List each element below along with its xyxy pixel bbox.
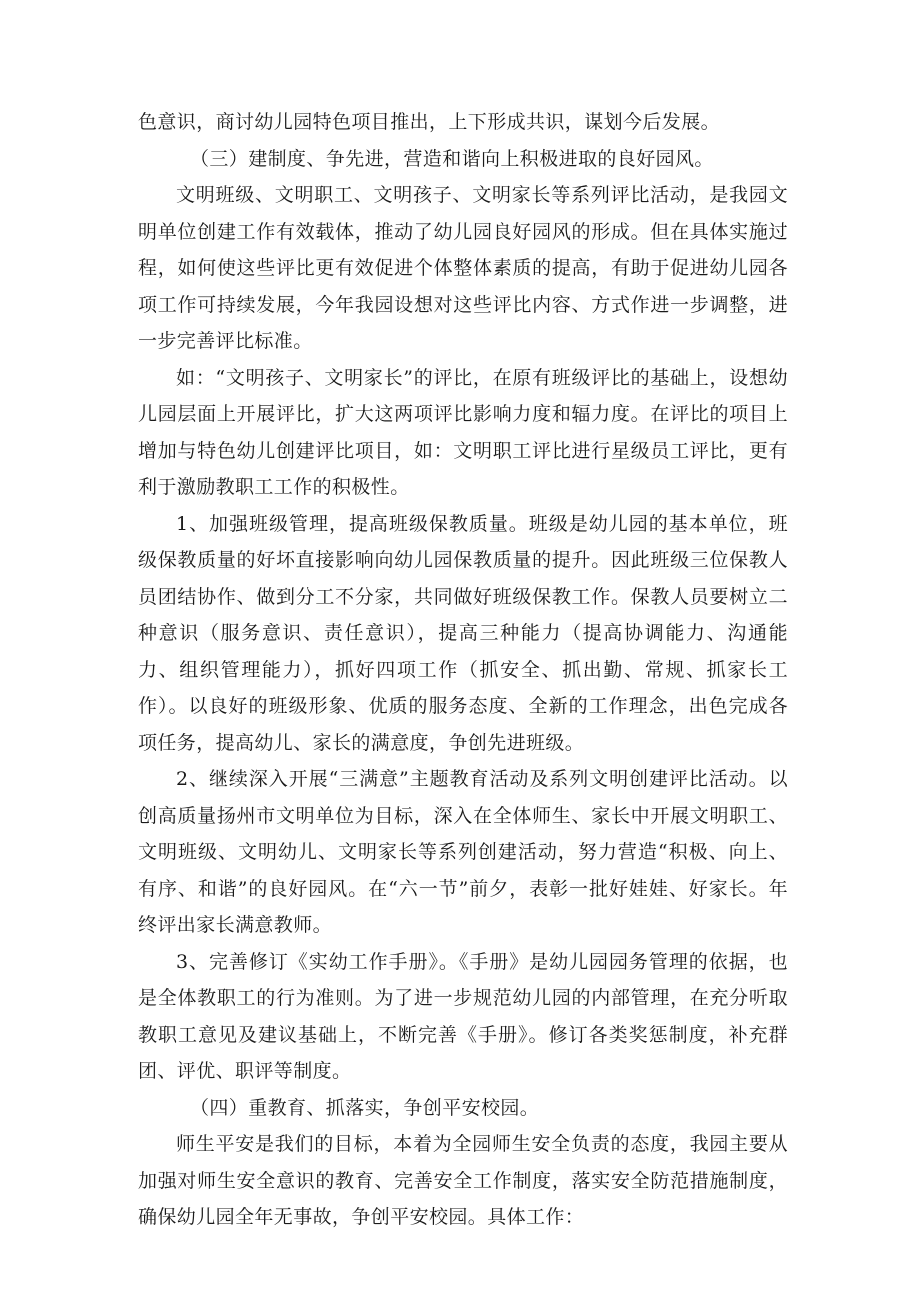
paragraph-evaluation-activities: 文明班级、文明职工、文明孩子、文明家长等系列评比活动，是我园文明单位创建工作有效载体，推动了幼儿园良好园风的形成。但在具体实施过程，如何使这些评比更有效促进个体整体素质的提高，有助于促进幼儿园各项工作可持续发展，今年我园设想对这些评比内容、方式作进一步调整，进一步完善评比标准。 xyxy=(138,184,788,352)
section-heading-4: （四）重教育、抓落实，争创平安校园。 xyxy=(190,1096,540,1119)
paragraph-item-2: 2、继续深入开展“三满意”主题教育活动及系列文明创建评比活动。以创高质量扬州市文明单位为目标，深入在全体师生、家长中开展文明职工、文明班级、文明幼儿、文明家长等系列创建活动，努力营造“积极、向上、有序、和谐”的良好园风。在“六一节”前夕，表彰一批好娃娃、好家长。年终评出家长满意教师。 xyxy=(138,768,788,936)
document-page xyxy=(138,104,788,1236)
paragraph-continued: 色意识，商讨幼儿园特色项目推出，上下形成共识，谋划今后发展。 xyxy=(138,111,721,133)
paragraph-safety: 师生平安是我们的目标，本着为全园师生安全负责的态度，我园主要从加强对师生安全意识的教育、完善安全工作制度，落实安全防范措施制度，确保幼儿园全年无事故，争创平安校园。具体工作： xyxy=(138,1133,788,1228)
paragraph-item-1: 1、加强班级管理，提高班级保教质量。班级是幼儿园的基本单位，班级保教质量的好坏直接影响向幼儿园保教质量的提升。因此班级三位保教人员团结协作、做到分工不分家，共同做好班级保教工作。保教人员要树立二种意识（服务意识、责任意识），提高三种能力（提高协调能力、沟通能力、组织管理能力），抓好四项工作（抓安全、抓出勤、常规、抓家长工作）。以良好的班级形象、优质的服务态度、全新的工作理念，出色完成各项任务，提高幼儿、家长的满意度，争创先进班级。 xyxy=(138,512,788,754)
paragraph-example: 如：“文明孩子、文明家长”的评比，在原有班级评比的基础上，设想幼儿园层面上开展评比，扩大这两项评比影响力度和辐力度。在评比的项目上增加与特色幼儿创建评比项目，如：文明职工评比进行星级员工评比，更有利于激励教职工工作的积极性。 xyxy=(138,366,788,498)
paragraph-item-3: 3、完善修订《实幼工作手册》。《手册》是幼儿园园务管理的依据，也是全体教职工的行为准则。为了进一步规范幼儿园的内部管理，在充分听取教职工意见及建议基础上，不断完善《手册》。修订各类奖惩制度，补充群团、评优、职评等制度。 xyxy=(138,950,788,1082)
section-heading-3: （三）建制度、争先进，营造和谐向上积极进取的良好园风。 xyxy=(190,147,714,170)
